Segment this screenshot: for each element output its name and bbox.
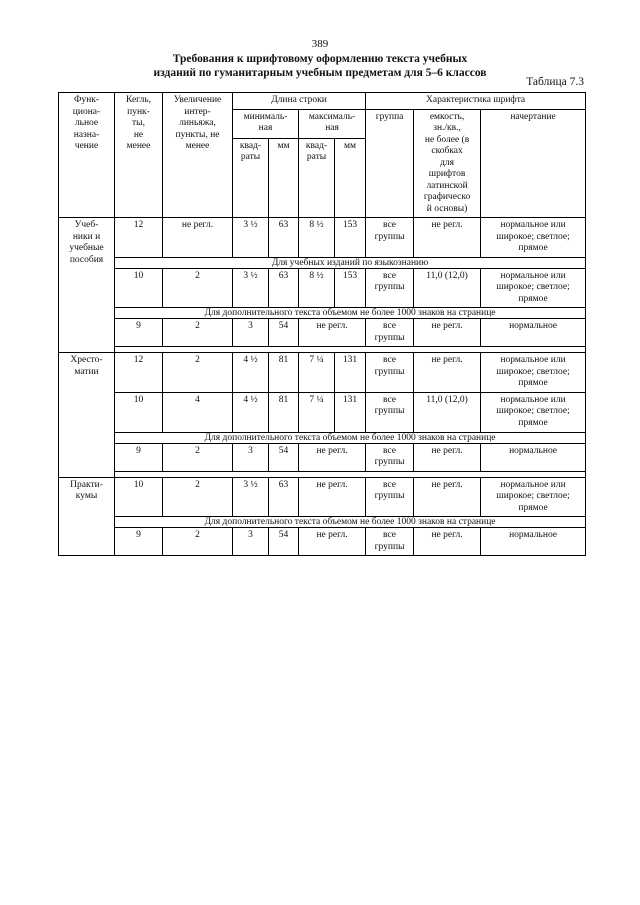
leading-cell: не регл. bbox=[163, 218, 233, 258]
min-mm-cell: 63 bbox=[269, 218, 299, 258]
table-row bbox=[59, 528, 586, 556]
table-row bbox=[59, 477, 586, 517]
function-cell: Хресто- матии bbox=[59, 353, 115, 478]
function-cell: Практи- кумы bbox=[59, 477, 115, 556]
table-row bbox=[59, 443, 586, 471]
header-function: Функ- циона- льное назна- чение bbox=[59, 93, 115, 218]
kegl-cell: 9 bbox=[115, 319, 163, 347]
header-style: начертание bbox=[481, 109, 586, 218]
group-cell: все группы bbox=[366, 268, 414, 308]
group-cell: все группы bbox=[366, 218, 414, 258]
capacity-cell: не регл. bbox=[414, 443, 481, 471]
table-row bbox=[59, 353, 586, 393]
kegl-cell: 12 bbox=[115, 218, 163, 258]
min-kv-cell: 3 ½ bbox=[233, 477, 269, 517]
group-cell: все группы bbox=[366, 528, 414, 556]
style-cell: нормальное или широкое; светлое; прямое bbox=[481, 218, 586, 258]
min-mm-cell: 54 bbox=[269, 528, 299, 556]
kegl-cell: 12 bbox=[115, 353, 163, 393]
style-cell: нормальное bbox=[481, 319, 586, 347]
max-cell: не регл. bbox=[299, 477, 366, 517]
style-cell: нормальное bbox=[481, 528, 586, 556]
min-kv-cell: 3 ½ bbox=[233, 268, 269, 308]
table-row bbox=[59, 319, 586, 347]
header-font-characteristics: Характеристика шрифта bbox=[366, 93, 586, 110]
leading-cell: 2 bbox=[163, 319, 233, 347]
min-kv-cell: 3 bbox=[233, 443, 269, 471]
page-number: 389 bbox=[311, 38, 329, 50]
subsection-caption: Для дополнительного текста объемом не более 1000 знаков на странице bbox=[115, 517, 586, 528]
capacity-cell: не регл. bbox=[414, 528, 481, 556]
min-mm-cell: 54 bbox=[269, 443, 299, 471]
leading-cell: 2 bbox=[163, 353, 233, 393]
min-mm-cell: 54 bbox=[269, 319, 299, 347]
capacity-cell: не регл. bbox=[414, 319, 481, 347]
header-max-kvadraty: квад- раты bbox=[299, 138, 335, 217]
group-cell: все группы bbox=[366, 443, 414, 471]
table-row bbox=[59, 392, 586, 432]
header-line-length: Длина строки bbox=[233, 93, 366, 110]
kegl-cell: 10 bbox=[115, 268, 163, 308]
header-max-mm: мм bbox=[335, 138, 366, 217]
min-mm-cell: 81 bbox=[269, 353, 299, 393]
header-minimal: минималь- ная bbox=[233, 109, 299, 138]
header-leading: Увеличение интер- линьяжа, пункты, не менее bbox=[163, 93, 233, 218]
min-kv-cell: 3 bbox=[233, 528, 269, 556]
table-label: Таблица 7.3 bbox=[526, 76, 584, 88]
leading-cell: 2 bbox=[163, 443, 233, 471]
min-kv-cell: 3 ½ bbox=[233, 218, 269, 258]
header-maximal: максималь- ная bbox=[299, 109, 366, 138]
style-cell: нормальное или широкое; светлое; прямое bbox=[481, 477, 586, 517]
min-mm-cell: 63 bbox=[269, 477, 299, 517]
max-cell: не регл. bbox=[299, 319, 366, 347]
max-mm-cell: 131 bbox=[335, 392, 366, 432]
max-kv-cell: 8 ½ bbox=[299, 268, 335, 308]
kegl-cell: 10 bbox=[115, 477, 163, 517]
capacity-cell: 11,0 (12,0) bbox=[414, 392, 481, 432]
group-cell: все группы bbox=[366, 477, 414, 517]
capacity-cell: не регл. bbox=[414, 218, 481, 258]
style-cell: нормальное или широкое; светлое; прямое bbox=[481, 353, 586, 393]
subsection-caption: Для учебных изданий по языкознанию bbox=[115, 257, 586, 268]
max-mm-cell: 131 bbox=[335, 353, 366, 393]
table-title bbox=[80, 52, 560, 80]
requirements-table bbox=[58, 92, 586, 556]
min-kv-cell: 3 bbox=[233, 319, 269, 347]
header-kegl: Кегль, пунк- ты, не менее bbox=[115, 93, 163, 218]
min-kv-cell: 4 ½ bbox=[233, 353, 269, 393]
max-kv-cell: 7 ¼ bbox=[299, 392, 335, 432]
leading-cell: 2 bbox=[163, 477, 233, 517]
kegl-cell: 9 bbox=[115, 443, 163, 471]
kegl-cell: 9 bbox=[115, 528, 163, 556]
header-group: группа bbox=[366, 109, 414, 218]
title-line-1: Требования к шрифтовому оформлению текста учебных bbox=[172, 53, 468, 65]
max-mm-cell: 153 bbox=[335, 268, 366, 308]
capacity-cell: не регл. bbox=[414, 353, 481, 393]
header-min-mm: мм bbox=[269, 138, 299, 217]
max-kv-cell: 8 ½ bbox=[299, 218, 335, 258]
capacity-cell: не регл. bbox=[414, 477, 481, 517]
header-capacity: емкость, зн./кв., не более (в скобках для шрифтов латинской графическо й основы) bbox=[414, 109, 481, 218]
function-cell: Учеб- ники и учебные пособия bbox=[59, 218, 115, 353]
leading-cell: 2 bbox=[163, 528, 233, 556]
max-cell: не регл. bbox=[299, 528, 366, 556]
leading-cell: 2 bbox=[163, 268, 233, 308]
header-min-kvadraty: квад- раты bbox=[233, 138, 269, 217]
max-mm-cell: 153 bbox=[335, 218, 366, 258]
table-row bbox=[59, 268, 586, 308]
table-row bbox=[59, 218, 586, 258]
subsection-caption: Для дополнительного текста объемом не более 1000 знаков на странице bbox=[115, 432, 586, 443]
max-cell: не регл. bbox=[299, 443, 366, 471]
min-kv-cell: 4 ½ bbox=[233, 392, 269, 432]
title-line-2: изданий по гуманитарным учебным предметам для 5–6 классов bbox=[153, 67, 487, 79]
capacity-cell: 11,0 (12,0) bbox=[414, 268, 481, 308]
group-cell: все группы bbox=[366, 392, 414, 432]
leading-cell: 4 bbox=[163, 392, 233, 432]
min-mm-cell: 63 bbox=[269, 268, 299, 308]
kegl-cell: 10 bbox=[115, 392, 163, 432]
subsection-caption: Для дополнительного текста объемом не более 1000 знаков на странице bbox=[115, 308, 586, 319]
min-mm-cell: 81 bbox=[269, 392, 299, 432]
style-cell: нормальное или широкое; светлое; прямое bbox=[481, 268, 586, 308]
style-cell: нормальное или широкое; светлое; прямое bbox=[481, 392, 586, 432]
group-cell: все группы bbox=[366, 319, 414, 347]
style-cell: нормальное bbox=[481, 443, 586, 471]
group-cell: все группы bbox=[366, 353, 414, 393]
max-kv-cell: 7 ¼ bbox=[299, 353, 335, 393]
